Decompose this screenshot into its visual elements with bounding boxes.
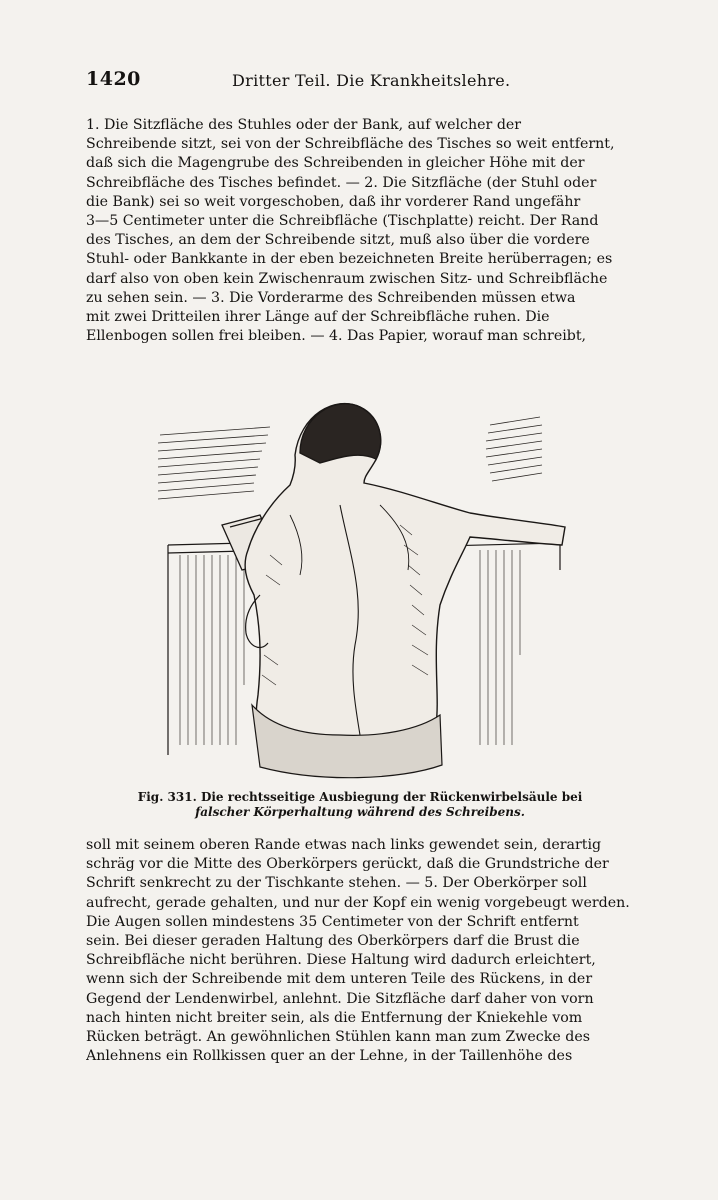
text-line: Stuhl- oder Bankkante in der eben bezeichneten Breite herüberragen; es	[86, 251, 613, 268]
text-line: daß sich die Magengrube des Schreibenden in gleicher Höhe mit der	[86, 155, 585, 172]
text-line: Die Augen sollen mindestens 35 Centimeter von der Schrift entfernt	[86, 913, 579, 930]
paragraph-top	[86, 116, 642, 346]
text-line: Rücken beträgt. An gewöhnlichen Stühlen kann man zum Zwecke des	[86, 1029, 591, 1046]
caption-line-2: falscher Körperhaltung während des Schreibens.	[195, 805, 525, 819]
text-line: Schrift senkrecht zu der Tischkante stehen. — 5. Der Oberkörper soll	[86, 875, 587, 892]
figure-illustration	[150, 355, 580, 785]
text-line: Ellenbogen sollen frei bleiben. — 4. Das Papier, worauf man schreibt,	[86, 328, 587, 345]
text-line: sein. Bei dieser geraden Haltung des Oberkörpers darf die Brust die	[86, 933, 580, 950]
caption-line-1: Die rechtsseitige Ausbiegung der Rückenwirbelsäule bei	[200, 790, 583, 804]
text-line: nach hinten nicht breiter sein, als die Entfernung der Kniekehle vom	[86, 1009, 583, 1026]
text-line: aufrecht, gerade gehalten, und nur der Kopf ein wenig vorgebeugt werden.	[86, 894, 630, 911]
page-header	[86, 68, 646, 98]
text-line: Gegend der Lendenwirbel, anlehnt. Die Sitzfläche darf daher von vorn	[86, 990, 594, 1007]
text-line: Schreibende sitzt, sei von der Schreibfläche des Tisches so weit entfernt,	[86, 136, 615, 153]
text-line: mit zwei Dritteilen ihrer Länge auf der Schreibfläche ruhen. Die	[86, 309, 550, 326]
text-line: Anlehnens ein Rollkissen quer an der Lehne, in der Taillenhöhe des	[86, 1048, 573, 1065]
text-line: darf also von oben kein Zwischenraum zwischen Sitz- und Schreibfläche	[86, 270, 608, 287]
text-line: zu sehen sein. — 3. Die Vorderarme des Schreibenden müssen etwa	[86, 289, 576, 306]
text-line: 3—5 Centimeter unter die Schreibfläche (Tischplatte) reicht. Der Rand	[86, 213, 599, 230]
seated-figure	[245, 404, 565, 778]
text-line: wenn sich der Schreibende mit dem unteren Teile des Rückens, in der	[86, 971, 593, 988]
figure-caption	[100, 790, 620, 820]
page-number: 1420	[86, 68, 141, 90]
text-line: 1. Die Sitzfläche des Stuhles oder der Bank, auf welcher der	[86, 117, 522, 133]
text-line: des Tisches, an dem der Schreibende sitzt, muß also über die vordere	[86, 232, 590, 249]
text-line: schräg vor die Mitte des Oberkörpers gerückt, daß die Grundstriche der	[86, 856, 609, 873]
running-title: Dritter Teil. Die Krankheitslehre.	[232, 71, 511, 90]
text-line: die Bank) sei so weit vorgeschoben, daß ihr vorderer Rand ungefähr	[86, 193, 581, 210]
engraving-back-of-seated-writer	[150, 355, 580, 785]
paragraph-bottom	[86, 836, 642, 1066]
figure-label: Fig. 331.	[137, 790, 197, 804]
text-line: Schreibfläche nicht berühren. Diese Haltung wird dadurch erleichtert,	[86, 952, 596, 969]
text-line: Schreibfläche des Tisches befindet. — 2. Die Sitzfläche (der Stuhl oder	[86, 174, 597, 191]
text-line: soll mit seinem oberen Rande etwas nach links gewendet sein, derartig	[86, 837, 602, 853]
